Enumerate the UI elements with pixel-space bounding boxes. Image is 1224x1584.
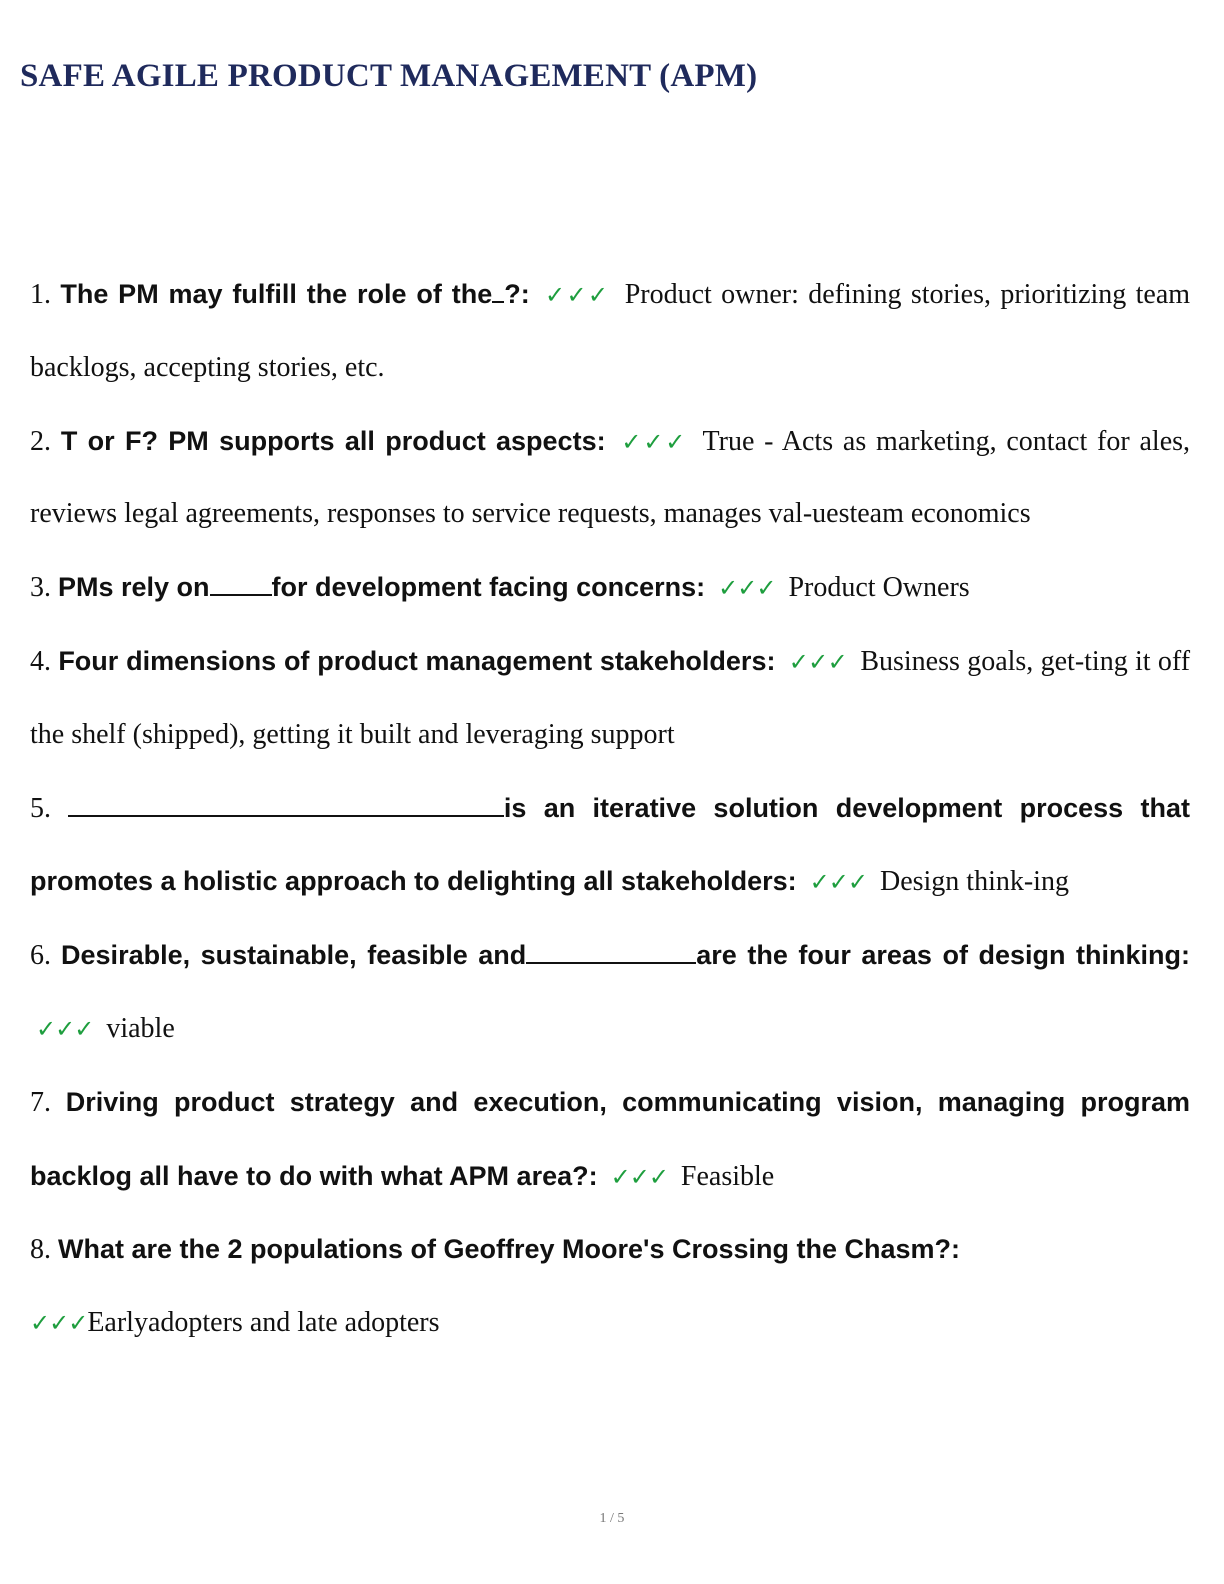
fill-in-blank (68, 793, 504, 817)
qa-list (30, 258, 1190, 1360)
qa-item (30, 625, 1190, 772)
checkmark-icon: ✓✓✓ (718, 574, 776, 603)
qa-item (30, 1213, 1190, 1360)
answer: Business goals, get-ting it off the shelf (shipped), getting it built and leveraging support (30, 645, 1191, 750)
question: T or F? PM supports all product aspects: (60, 425, 606, 456)
answer: True - Acts as marketing, contact for ales, reviews legal agreements, responses to service requests, manages val-uesteam economics (30, 425, 1191, 530)
page-indicator: 1 / 5 (599, 1511, 625, 1526)
question-text: The PM may fulfill the role of the (60, 279, 493, 309)
question (61, 940, 1190, 970)
answer: Product owner: defining stories, prioritizing team backlogs, accepting stories, etc. (30, 279, 1191, 383)
question (58, 572, 705, 602)
answer: Product Owners (788, 572, 970, 604)
fill-in-blank (526, 940, 696, 964)
item-number: 4. (30, 645, 51, 677)
document-title: SAFE AGILE PRODUCT MANAGEMENT (APM) (20, 58, 758, 94)
question: Four dimensions of product management stakeholders: (58, 645, 776, 676)
item-number: 6. (30, 940, 51, 972)
question-text: for development facing concerns: (271, 572, 706, 603)
item-number: 3. (30, 572, 51, 604)
answer: viable (106, 1012, 175, 1044)
qa-item (30, 772, 1190, 920)
checkmark-icon: ✓✓✓ (788, 647, 848, 676)
qa-item (30, 258, 1190, 405)
question: What are the 2 populations of Geoffrey Moore's Crossing the Chasm?: (58, 1234, 961, 1265)
item-number: 7. (30, 1086, 51, 1118)
question-text: are the four areas of design thinking: (696, 940, 1190, 971)
question-text: PMs rely on (58, 572, 210, 603)
answer: Feasible (680, 1160, 775, 1192)
question-text: is an iterative solution development process that promotes a holistic approach to delighting all stakeholders: (30, 792, 1190, 897)
checkmark-icon: ✓✓✓ (36, 1014, 94, 1043)
qa-item (30, 1066, 1190, 1214)
item-number: 5. (30, 792, 51, 824)
item-number: 2. (30, 425, 51, 457)
question-text: ?: (504, 279, 530, 309)
qa-item (30, 551, 1190, 625)
fill-in-blank (492, 279, 504, 303)
question-text: Desirable, sustainable, feasible and (61, 940, 527, 971)
qa-item (30, 919, 1190, 1066)
question (60, 279, 529, 309)
item-number: 1. (30, 279, 51, 310)
item-number: 8. (30, 1234, 51, 1266)
checkmark-icon: ✓✓✓ (621, 427, 688, 456)
checkmark-icon: ✓✓✓ (610, 1162, 668, 1191)
answer: Earlyadopters and late adopters (87, 1307, 440, 1339)
checkmark-icon: ✓✓✓ (30, 1309, 88, 1338)
qa-item (30, 405, 1190, 552)
fill-in-blank (210, 572, 272, 596)
question: Driving product strategy and execution, communicating vision, managing program backlog all have to do with what APM area?: (30, 1086, 1190, 1191)
answer: Design think-ing (879, 866, 1069, 898)
checkmark-icon: ✓✓✓ (809, 868, 867, 897)
checkmark-icon: ✓✓✓ (545, 281, 610, 309)
